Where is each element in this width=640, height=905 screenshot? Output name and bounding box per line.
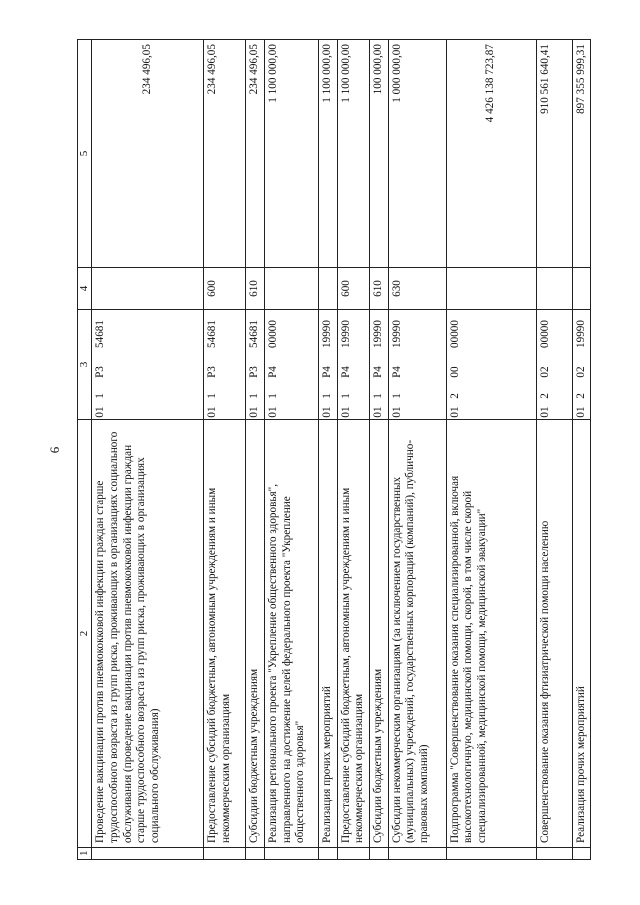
- row-empty-cell: [370, 848, 389, 860]
- row-empty-cell: [92, 848, 204, 860]
- header-col-3: 3: [78, 310, 92, 420]
- code-event: Р3: [206, 366, 219, 378]
- header-col-4: 4: [78, 268, 92, 310]
- row-expense-type: 600: [337, 268, 369, 310]
- table-row: [370, 40, 389, 860]
- table-row: [572, 40, 591, 860]
- row-expense-type: 630: [388, 268, 446, 310]
- code-event: 02: [574, 366, 587, 378]
- code-direction: 19990: [372, 320, 385, 348]
- row-name: Проведение вакцинации против пневмококковой инфекции граждан старше трудоспособного возраста из групп риска, проживающих в организациях социального обслуживания (проведение вакцинации против пневмококковой инфекции граждан старше трудоспособного возраста из групп риска, проживающих в организациях социального обслуживания): [92, 420, 204, 848]
- row-amount: 897 355 999,31: [572, 40, 591, 268]
- header-row: [78, 40, 92, 860]
- row-code: [536, 310, 572, 420]
- code-subprogram: 1: [94, 393, 107, 399]
- row-code: [572, 310, 591, 420]
- code-program: 01: [574, 406, 587, 418]
- row-empty-cell: [536, 848, 572, 860]
- row-code: [265, 310, 319, 420]
- code-event: Р4: [321, 366, 334, 378]
- row-amount: 1 000 000,00: [388, 40, 446, 268]
- row-name: Совершенствование оказания фтизиатрической помощи населению: [536, 420, 572, 848]
- code-direction: 54681: [206, 320, 219, 348]
- row-code: [246, 310, 265, 420]
- row-amount: 1 100 000,00: [337, 40, 369, 268]
- row-code: [370, 310, 389, 420]
- code-subprogram: 2: [448, 393, 461, 399]
- code-subprogram: 1: [248, 393, 261, 399]
- code-program: 01: [248, 406, 261, 418]
- table-row: [319, 40, 338, 860]
- row-name: Реализация прочих мероприятий: [572, 420, 591, 848]
- code-direction: 00000: [448, 320, 461, 348]
- row-code: [446, 310, 536, 420]
- code-subprogram: 1: [267, 393, 280, 399]
- code-event: 00: [448, 366, 461, 378]
- row-empty-cell: [337, 848, 369, 860]
- code-event: Р4: [372, 366, 385, 378]
- row-expense-type: [92, 268, 204, 310]
- row-name: Подпрограмма "Совершенствование оказания специализированной, включая высокотехнологичную, медицинской помощи, скорой, в том числе скорой специализированной, медицинской помощи, медицинской эвакуации": [446, 420, 536, 848]
- row-amount: 234 496,05: [204, 40, 246, 268]
- row-expense-type: [319, 268, 338, 310]
- code-program: 01: [372, 406, 385, 418]
- row-code: [92, 310, 204, 420]
- table-row: [204, 40, 246, 860]
- budget-table: [77, 39, 591, 860]
- code-subprogram: 1: [390, 393, 403, 399]
- table-row: [337, 40, 369, 860]
- rotated-content: [45, 40, 600, 860]
- header-col-2: 2: [78, 420, 92, 848]
- code-program: 01: [339, 406, 352, 418]
- code-subprogram: 2: [538, 393, 551, 399]
- code-direction: 00000: [267, 320, 280, 348]
- row-name: Субсидии некоммерческим организациям (за исключением государственных (муниципальных) учреждений, государственных корпораций (компаний), публично-правовых компаний): [388, 420, 446, 848]
- row-amount: 100 000,00: [370, 40, 389, 268]
- code-event: Р3: [248, 366, 261, 378]
- row-name: Субсидии бюджетным учреждениям: [246, 420, 265, 848]
- row-expense-type: 600: [204, 268, 246, 310]
- row-expense-type: 610: [246, 268, 265, 310]
- code-direction: 54681: [94, 320, 107, 348]
- code-subprogram: 1: [321, 393, 334, 399]
- table-row: [246, 40, 265, 860]
- row-code: [204, 310, 246, 420]
- row-empty-cell: [246, 848, 265, 860]
- row-code: [337, 310, 369, 420]
- row-empty-cell: [572, 848, 591, 860]
- code-event: Р4: [267, 366, 280, 378]
- row-amount: 234 496,05: [92, 40, 204, 268]
- code-direction: 00000: [538, 320, 551, 348]
- row-amount: 234 496,05: [246, 40, 265, 268]
- row-name: Реализация регионального проекта "Укрепление общественного здоровья", направленного на достижение целей федерального проекта "Укрепление общественного здоровья": [265, 420, 319, 848]
- code-direction: 19990: [321, 320, 334, 348]
- code-event: 02: [538, 366, 551, 378]
- table-row: [265, 40, 319, 860]
- code-program: 01: [321, 406, 334, 418]
- table-row: [388, 40, 446, 860]
- row-code: [388, 310, 446, 420]
- row-amount: 1 100 000,00: [265, 40, 319, 268]
- row-empty-cell: [265, 848, 319, 860]
- row-name: Реализация прочих мероприятий: [319, 420, 338, 848]
- code-direction: 54681: [248, 320, 261, 348]
- table-row: [446, 40, 536, 860]
- table-row: [536, 40, 572, 860]
- row-name: Предоставление субсидий бюджетным, автономным учреждениям и иным некоммерческим организациям: [337, 420, 369, 848]
- code-event: Р3: [94, 366, 107, 378]
- code-subprogram: 1: [372, 393, 385, 399]
- row-amount: 910 561 640,41: [536, 40, 572, 268]
- row-amount: 1 100 000,00: [319, 40, 338, 268]
- row-code: [319, 310, 338, 420]
- code-program: 01: [206, 406, 219, 418]
- code-subprogram: 2: [574, 393, 587, 399]
- table-row: [92, 40, 204, 860]
- code-program: 01: [538, 406, 551, 418]
- code-event: Р4: [339, 366, 352, 378]
- header-col-5: 5: [78, 40, 92, 268]
- row-expense-type: [265, 268, 319, 310]
- code-program: 01: [448, 406, 461, 418]
- row-empty-cell: [204, 848, 246, 860]
- page-number: 6: [47, 446, 62, 454]
- code-program: 01: [94, 406, 107, 418]
- row-empty-cell: [446, 848, 536, 860]
- row-name: Предоставление субсидий бюджетным, автономным учреждениям и иным некоммерческим организациям: [204, 420, 246, 848]
- row-empty-cell: [388, 848, 446, 860]
- code-program: 01: [267, 406, 280, 418]
- code-subprogram: 1: [206, 393, 219, 399]
- header-col-1: 1: [78, 848, 92, 860]
- row-expense-type: [446, 268, 536, 310]
- row-name: Субсидии бюджетным учреждениям: [370, 420, 389, 848]
- row-expense-type: [536, 268, 572, 310]
- code-direction: 19990: [390, 320, 403, 348]
- code-direction: 19990: [339, 320, 352, 348]
- row-empty-cell: [319, 848, 338, 860]
- code-direction: 19990: [574, 320, 587, 348]
- row-expense-type: [572, 268, 591, 310]
- row-amount: 4 426 138 723,87: [446, 40, 536, 268]
- code-event: Р4: [390, 366, 403, 378]
- row-expense-type: 610: [370, 268, 389, 310]
- code-program: 01: [390, 406, 403, 418]
- code-subprogram: 1: [339, 393, 352, 399]
